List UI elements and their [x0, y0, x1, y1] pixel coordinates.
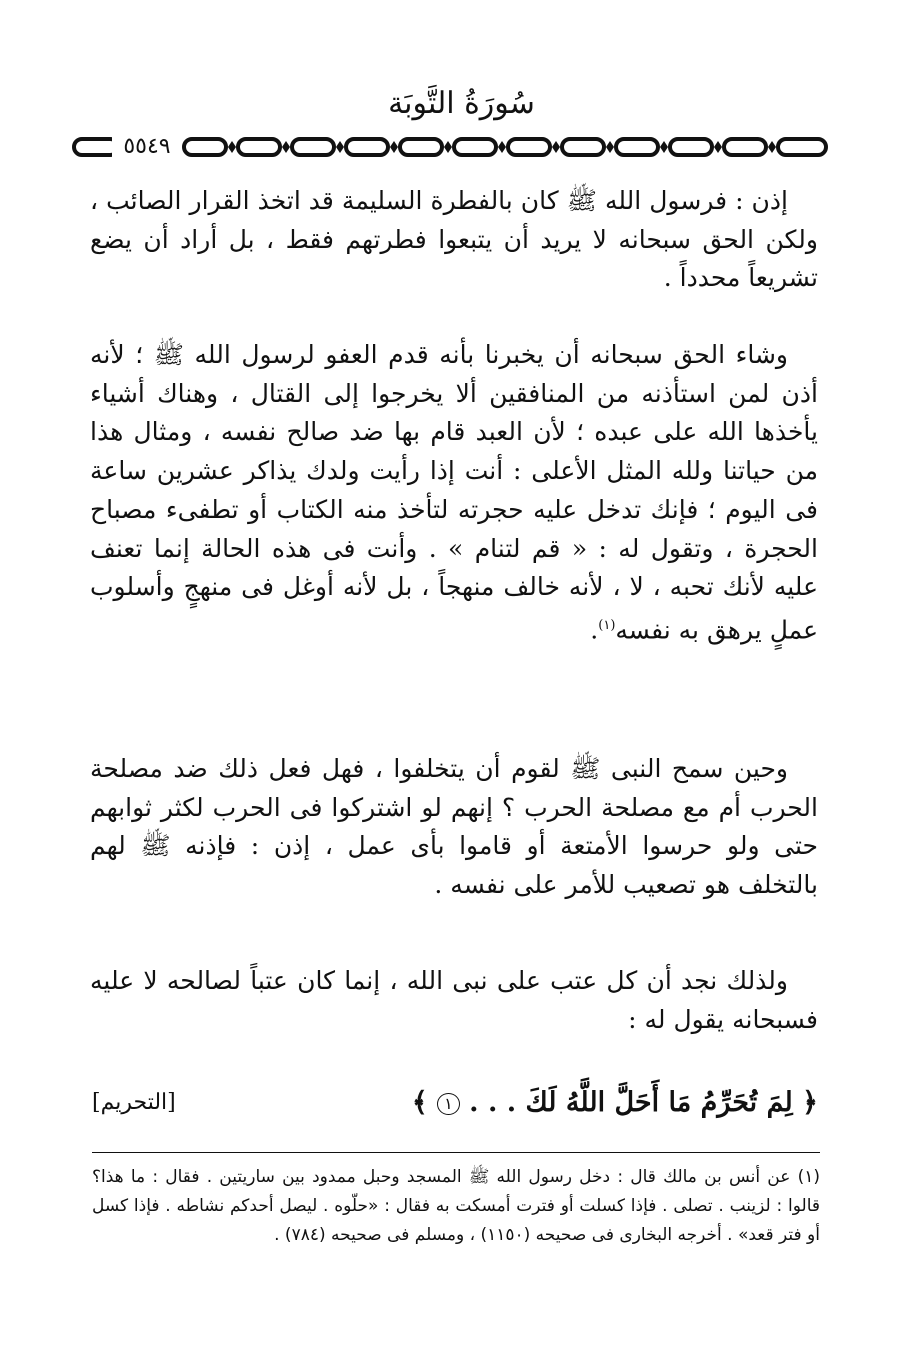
paragraph-3-text: وحين سمح النبى ﷺ لقوم أن يتخلفوا ، فهل فعل ذلك ضد مصلحة الحرب أم مع مصلحة الحرب ؟ إنهم لو اشتركوا فى الحرب لكثر ثوابهم حتى ولو حرسوا الأمتعة أو قاموا بأى عمل ، إذن : فإذنه ﷺ لهم بالتخلف هو تصعيب للأمر على نفسه . — [90, 754, 818, 900]
surah-title: سُورَةُ التَّوبَة — [388, 86, 535, 121]
paragraph-1-text: إذن : فرسول الله ﷺ كان بالفطرة السليمة قد اتخذ القرار الصائب ، ولكن الحق سبحانه لا يريد أن يتبعوا فطرتهم فقط ، بل أراد أن يضع تشريعاً محدداً . — [90, 186, 818, 293]
ornamental-chain-border — [72, 130, 832, 164]
paragraph-2-end: . — [590, 615, 599, 645]
paragraph-4-text: ولذلك نجد أن كل عتب على نبى الله ، إنما كان عتباً لصالحه لا عليه فسبحانه يقول له : — [90, 966, 818, 1034]
paragraph-4 — [90, 962, 818, 1039]
paragraph-2 — [90, 336, 818, 650]
quran-verse — [412, 1081, 818, 1125]
paragraph-3 — [90, 750, 818, 905]
page-number: ٥٥٤٩ — [112, 130, 182, 164]
footnote: (١) عن أنس بن مالك قال : دخل رسول الله ﷺ المسجد وحبل ممدود بين ساريتين . فقال : ما هذا؟ قالوا : لزينب . تصلى . فإذا كسلت أو فترت أمسكت به فقال : «حلّوه . ليصل أحدكم نشاطه . فإذا كسل أو فتر قعد» . أخرجه البخارى فى صحيحه (١١٥٠) ، ومسلم فى صحيحه (٧٨٤) . — [92, 1167, 820, 1245]
quran-verse-row — [92, 1081, 818, 1125]
surah-reference: [التحريم] — [92, 1090, 176, 1115]
paragraph-2-body: وشاء الحق سبحانه أن يخبرنا بأنه قدم العفو لرسول الله ﷺ ؛ لأنه أذن لمن استأذنه من المنافقين ألا يخرجوا إلى القتال ، وهناك أشياء يأخذها الله على عبده ؛ لأن العبد قام بها ضد صالح نفسه ، ومثال هذا من حياتنا ولله المثل الأعلى : أنت إذا رأيت ولدك يذاكر عشرين ساعة فى اليوم ؛ فإنك تدخل عليه حجرته لتأخذ منه الكتاب أو تطفىء مصباح الحجرة ، وتقول له : « قم لتنام » . وأنت فى هذه الحالة إنما تعنف عليه لأنك تحبه ، لا ، لأنه خالف منهجاً ، بل لأنه أوغل فى منهجٍ وأسلوب عملٍ يرهق به نفسه — [90, 340, 818, 645]
verse-open-bracket: ﴿ — [802, 1087, 818, 1118]
footnote-marker: (١) — [598, 617, 616, 633]
paragraph-1 — [90, 182, 818, 298]
verse-text: لِمَ تُحَرِّمُ مَا أَحَلَّ اللَّهُ لَكَ . . . — [469, 1087, 793, 1118]
verse-close-bracket: ﴾ — [411, 1087, 428, 1118]
ayah-number: ١ — [437, 1093, 460, 1115]
paragraph-2-text — [90, 336, 818, 650]
footnote-divider — [92, 1152, 820, 1153]
